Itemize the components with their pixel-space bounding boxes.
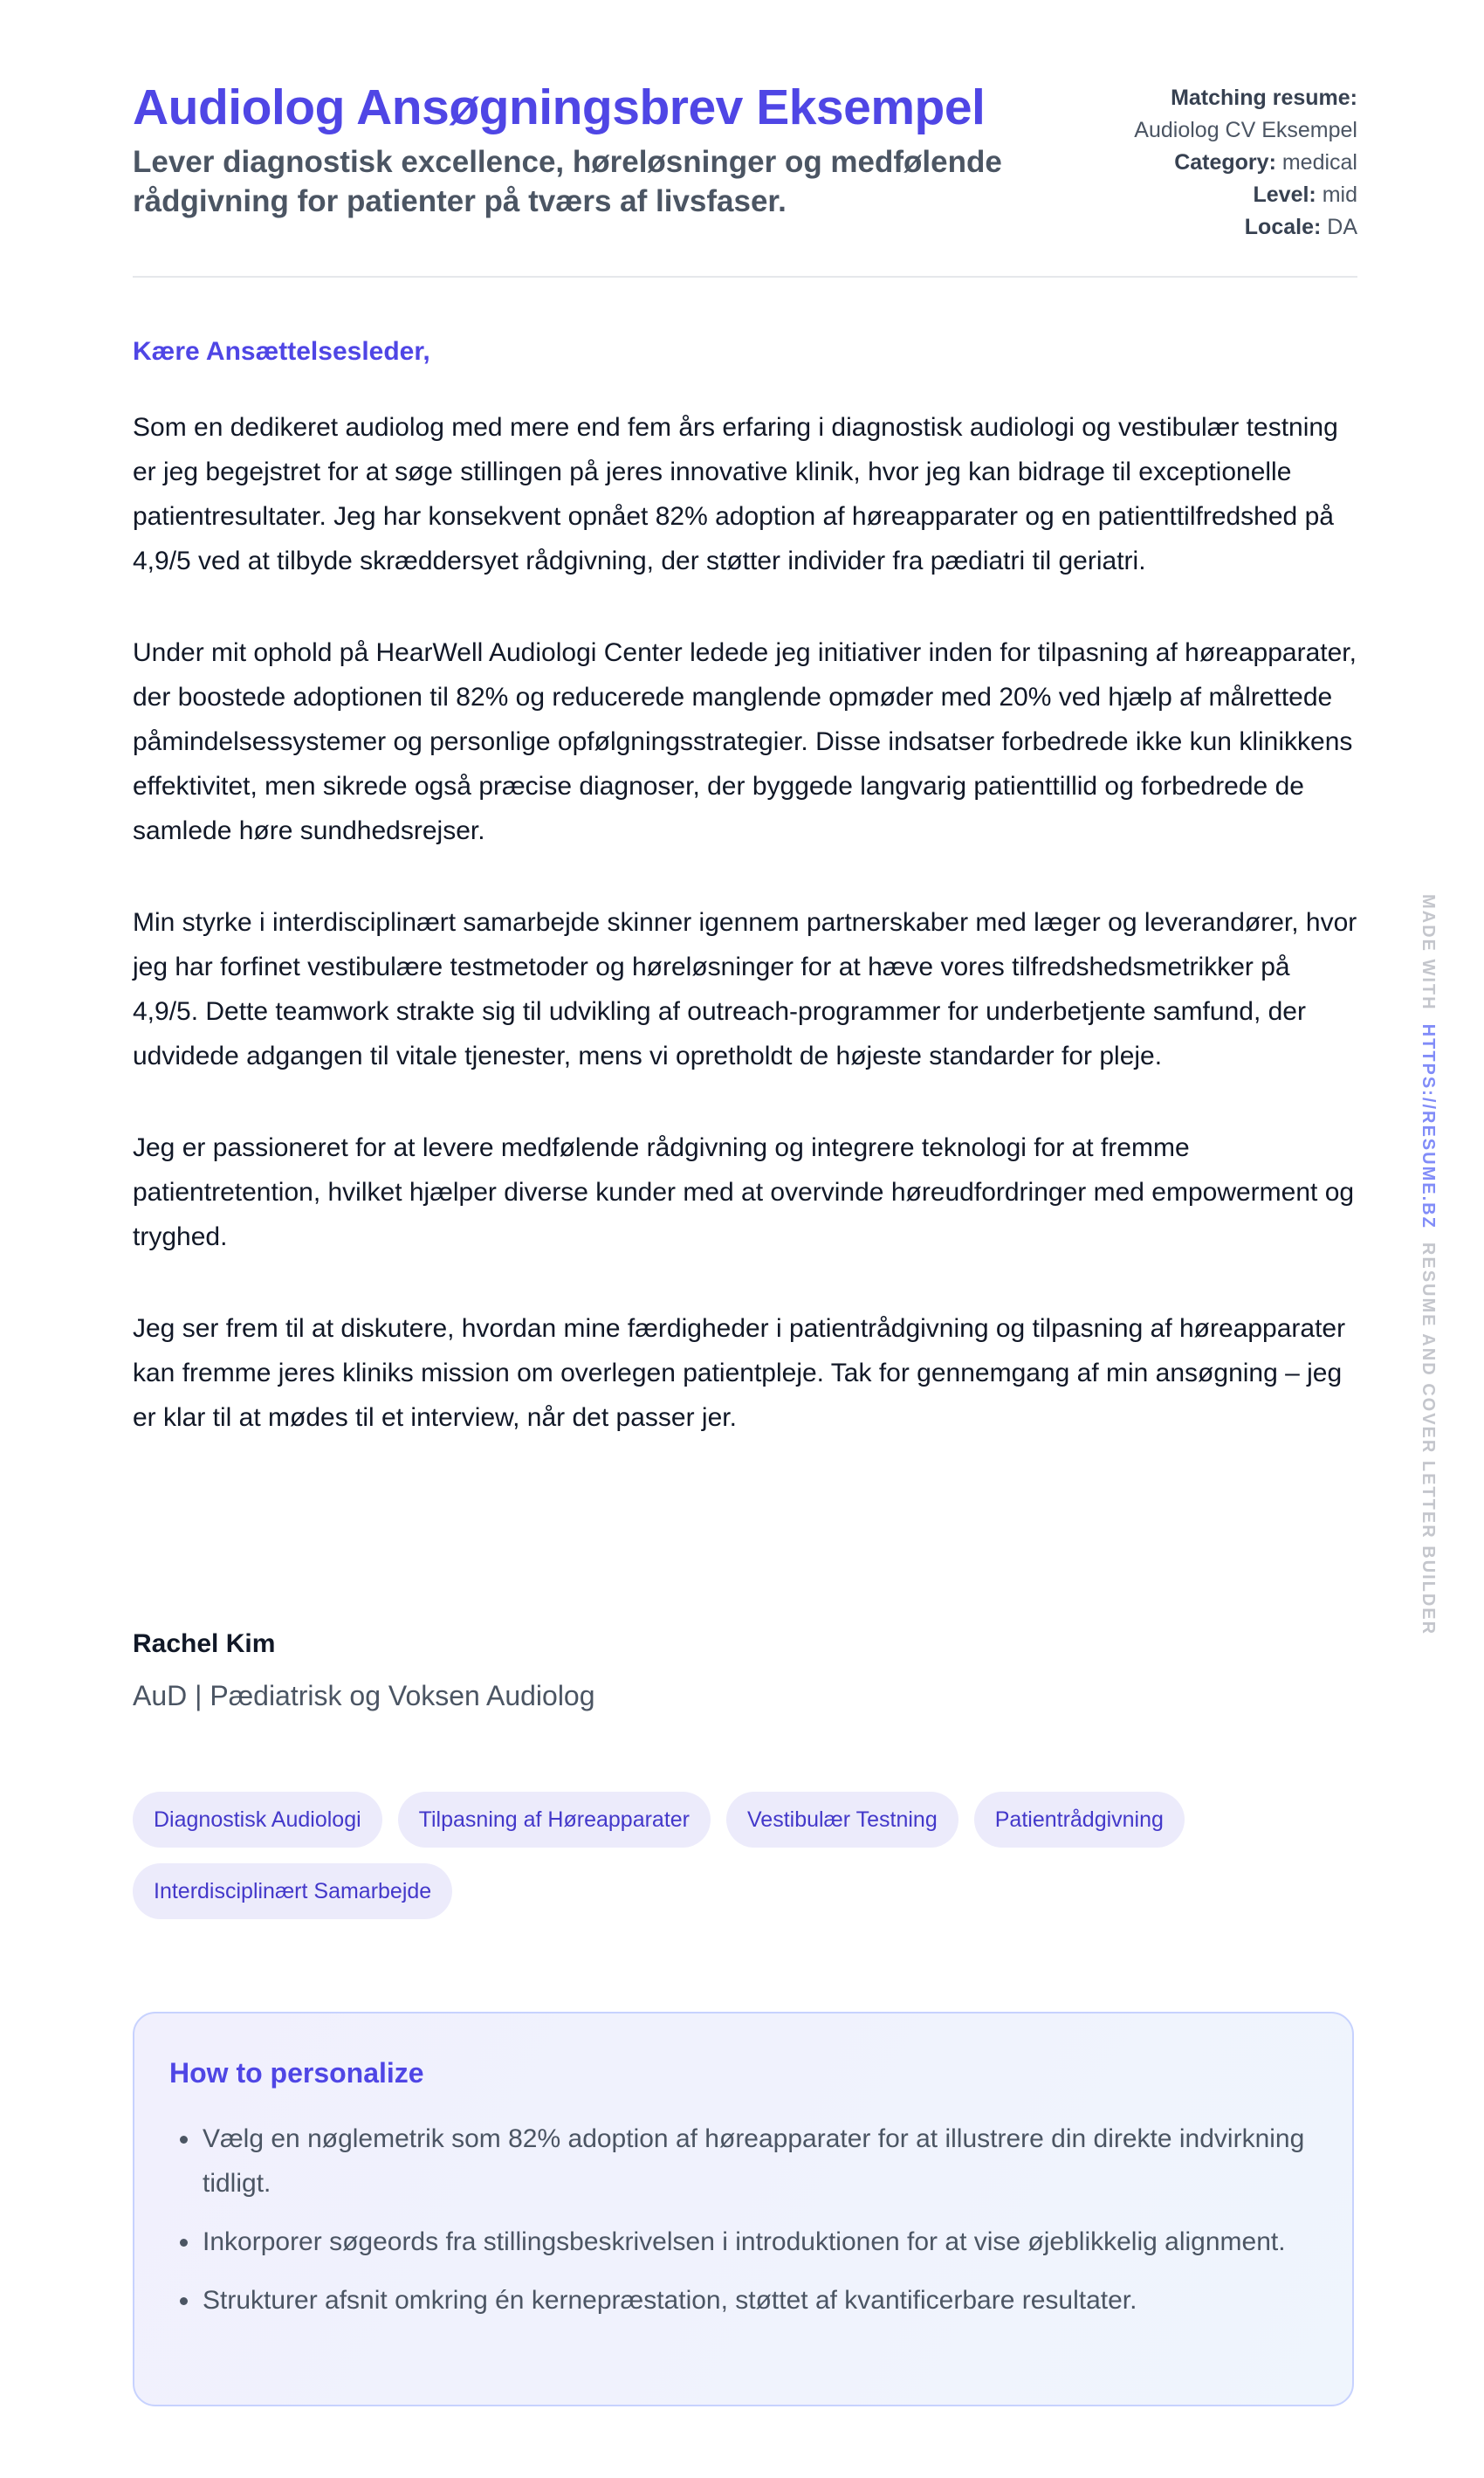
letter-paragraph: Jeg er passioneret for at levere medfølende rådgivning og integrere teknologi for at fremme patientretention, hvilket hjælper diverse kunder med at overvinde høreudfordringer med empowerment og tryghed. bbox=[133, 1133, 1355, 1251]
signature-name: Rachel Kim bbox=[133, 1629, 276, 1658]
personalize-tip: Inkorporer søgeords fra stillingsbeskrivelsen i introduktionen for at vise øjeblikkelig alignment. bbox=[203, 2220, 1337, 2264]
letter-paragraph: Jeg ser frem til at diskutere, hvordan mine færdigheder i patientrådgivning og tilpasning af høreapparater kan fremme jeres kliniks mission om overlegen patientpleje. Tak for gennemgang af min ansøgning – jeg er klar til at mødes til et interview, når det passer jer. bbox=[133, 1314, 1346, 1432]
personalize-tip: Strukturer afsnit omkring én kernepræstation, støttet af kvantificerbare resultater. bbox=[203, 2278, 1337, 2323]
letter-paragraph: Som en dedikeret audiolog med mere end fem års erfaring i diagnostisk audiologi og vestibulær testning er jeg begejstret for at søge stillingen på jeres innovative klinik, hvor jeg kan bidrage til exceptionelle patientresultater. Jeg har konsekvent opnået 82% adoption af høreapparater og en patienttilfredshed på 4,9/5 ved at tilbyde skræddersyet rådgivning, der støtter individer fra pædiatri til geriatri. bbox=[133, 413, 1338, 575]
skill-tag: Tilpasning af Høreapparater bbox=[398, 1792, 711, 1848]
branding-link[interactable]: HTTPS://RESUME.BZ bbox=[1419, 1023, 1438, 1229]
page-header bbox=[133, 0, 1357, 278]
meta-locale-label: Locale: bbox=[1244, 215, 1322, 239]
personalize-heading: How to personalize bbox=[169, 2057, 424, 2089]
personalize-tip: Vælg en nøglemetrik som 82% adoption af høreapparater for at illustrere din direkte indvirkning tidligt. bbox=[203, 2117, 1337, 2206]
cover-letter-page bbox=[133, 0, 1357, 2315]
page-title: Audiolog Ansøgningsbrev Eksempel bbox=[133, 79, 986, 135]
meta-category-label: Category: bbox=[1174, 150, 1276, 175]
letter-greeting: Kære Ansættelsesleder, bbox=[133, 337, 430, 366]
branding-suffix: RESUME AND COVER LETTER BUILDER bbox=[1419, 1242, 1438, 1636]
meta-locale bbox=[1134, 211, 1357, 244]
skill-tag: Vestibulær Testning bbox=[726, 1792, 958, 1848]
made-with-branding bbox=[1418, 894, 1438, 1635]
personalize-tips-list bbox=[169, 2117, 1337, 2337]
letter-paragraph: Min styrke i interdisciplinært samarbejde skinner igennem partnerskaber med læger og leverandører, hvor jeg har forfinet vestibulære testmetoder og høreløsninger for at hæve vores tilfredshedsmetrikker på 4,9/5. Dette teamwork strakte sig til udvikling af outreach-programmer for underbetjente samfund, der udvidede adgangen til vitale tjenester, mens vi opretholdt de højeste standarder for pleje. bbox=[133, 908, 1357, 1070]
branding-prefix: MADE WITH bbox=[1419, 894, 1438, 1011]
meta-matching-resume-label: Matching resume: bbox=[1171, 86, 1357, 110]
meta-level-label: Level: bbox=[1253, 182, 1316, 207]
letter-paragraph: Under mit ophold på HearWell Audiologi Center ledede jeg initiativer inden for tilpasning af høreapparater, der boostede adoptionen til 82% og reducerede manglende opmøder med 20% ved hjælp af målrettede påmindelsessystemer og personlige opfølgningsstrategier. Disse indsatser forbedrede ikke kun klinikkens effektivitet, men sikrede også præcise diagnoser, der byggede langvarig patienttillid og forbedrede de samlede høre sundhedsrejser. bbox=[133, 638, 1357, 845]
letter-body bbox=[133, 405, 1357, 1487]
skill-tag: Diagnostisk Audiologi bbox=[133, 1792, 382, 1848]
signature-title: AuD | Pædiatrisk og Voksen Audiolog bbox=[133, 1680, 595, 1711]
meta-category-value: medical bbox=[1281, 150, 1357, 175]
skill-tags bbox=[133, 1792, 1268, 1919]
meta-category bbox=[1134, 147, 1357, 179]
meta-panel bbox=[1134, 82, 1357, 244]
personalize-box bbox=[133, 2012, 1354, 2406]
skill-tag: Patientrådgivning bbox=[974, 1792, 1185, 1848]
page-subtitle: Lever diagnostisk excellence, høreløsninger og medfølende rådgivning for patienter på tværs af livsfaser. bbox=[133, 145, 1002, 218]
meta-level-value: mid bbox=[1322, 182, 1357, 207]
skill-tag: Interdisciplinært Samarbejde bbox=[133, 1863, 452, 1919]
meta-matching-resume-value[interactable]: Audiolog CV Eksempel bbox=[1134, 118, 1357, 142]
meta-locale-value: DA bbox=[1327, 215, 1357, 239]
meta-level bbox=[1134, 179, 1357, 211]
